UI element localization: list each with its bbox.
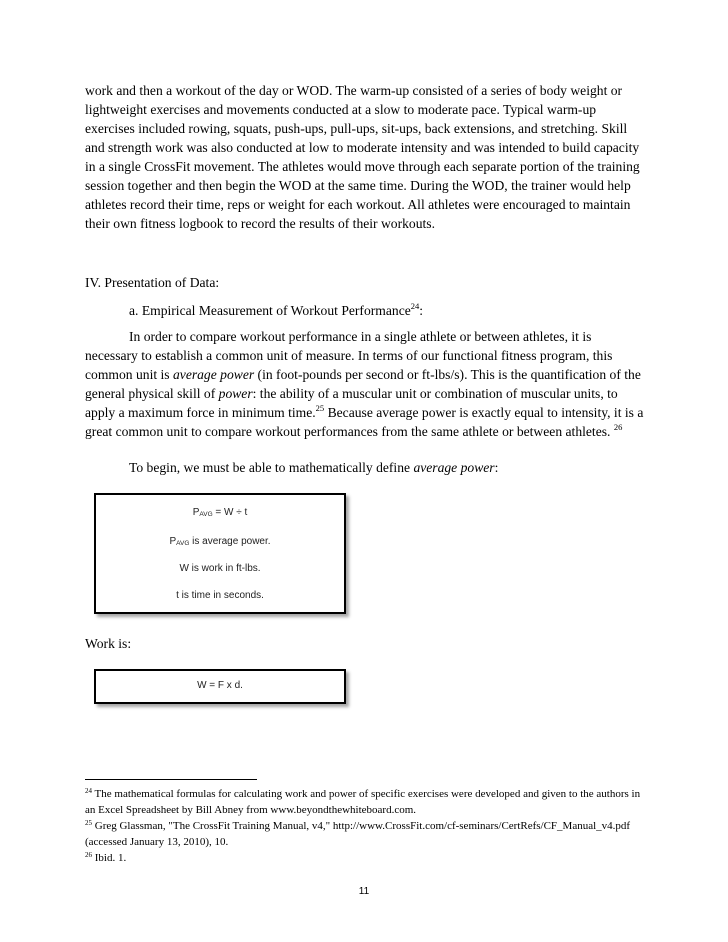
footnote-ref-25: 25 <box>315 403 325 413</box>
formula-def-w: W is work in ft-lbs. <box>179 563 261 574</box>
formula-def-t: t is time in seconds. <box>176 590 264 601</box>
intro-paragraph: work and then a workout of the day or WOD. The warm-up consisted of a series of body weight or lightweight exercises and movements conducted at a slow to moderate pace. Typical warm-up exercises included rowing, squats, push-ups, pull-ups, sit-ups, back extensions, and stretching. Skill and strength work was also conducted at low to moderate intensity and was intended to build capacity in a single CrossFit movement. The athletes would move through each separate portion of the training session together and then begin the WOD at the same time. During the WOD, the trainer would help athletes record their time, reps or weight for each workout. All athletes were encouraged to maintain their own fitness logbook to record the results of their workouts. <box>85 83 640 231</box>
section-heading: IV. Presentation of Data: <box>85 275 220 290</box>
work-label: Work is: <box>85 636 132 651</box>
emphasis-average-power: average power <box>172 367 255 382</box>
footnote-divider <box>85 779 257 780</box>
footnote-ref-24: 24 <box>410 301 420 311</box>
define-paragraph: To begin, we must be able to mathematically define average power: <box>129 460 499 475</box>
page-number: 11 <box>358 886 370 897</box>
emphasis-average-power-2: average power <box>413 460 495 475</box>
work-formula-box <box>94 669 346 704</box>
average-power-formula-box <box>94 493 346 614</box>
subsection-heading: a. Empirical Measurement of Workout Performance$^{24}$: <box>129 301 424 318</box>
subsection-title: a. Empirical Measurement of Workout Performance <box>129 303 411 318</box>
footnote-24: $^{24}$ The mathematical formulas for calculating work and power of specific exercises were developed and given to the authors in an Excel Spreadsheet by Bill Abney from www.beyondthewhiteboard.com. <box>85 787 641 816</box>
formula-def-p-avg: PAVG is average power. <box>169 536 271 547</box>
average-power-paragraph: In order to compare workout performance in a single athlete or between athletes, it is necessary to establish a common unit of measure. In terms of our functional fitness program, this common unit is average power (in foot-pounds per second or ft-lbs/s). This is the quantification of the general physical skill of power: the ability of a muscular unit or combination of muscular units, to apply a maximum force in minimum time.$^{25}$ Because average power is exactly equal to intensity, it is a great common unit to compare workout performances from the same athlete or between athletes. $^{26}$ <box>85 329 644 439</box>
formula-equation: PAVG = W ÷ t <box>192 507 248 518</box>
emphasis-power: power <box>218 386 253 401</box>
footnote-ref-26: 26 <box>613 422 623 432</box>
footnote-26: $^{26}$ Ibid. 1. <box>85 851 127 864</box>
work-formula: W = F x d. <box>197 680 243 691</box>
footnote-25: $^{25}$ Greg Glassman, "The CrossFit Training Manual, v4," http://www.CrossFit.com/cf-seminars/CertRefs/CF_Manual_v4.pdf (accessed January 13, 2010), 10. <box>85 819 631 848</box>
